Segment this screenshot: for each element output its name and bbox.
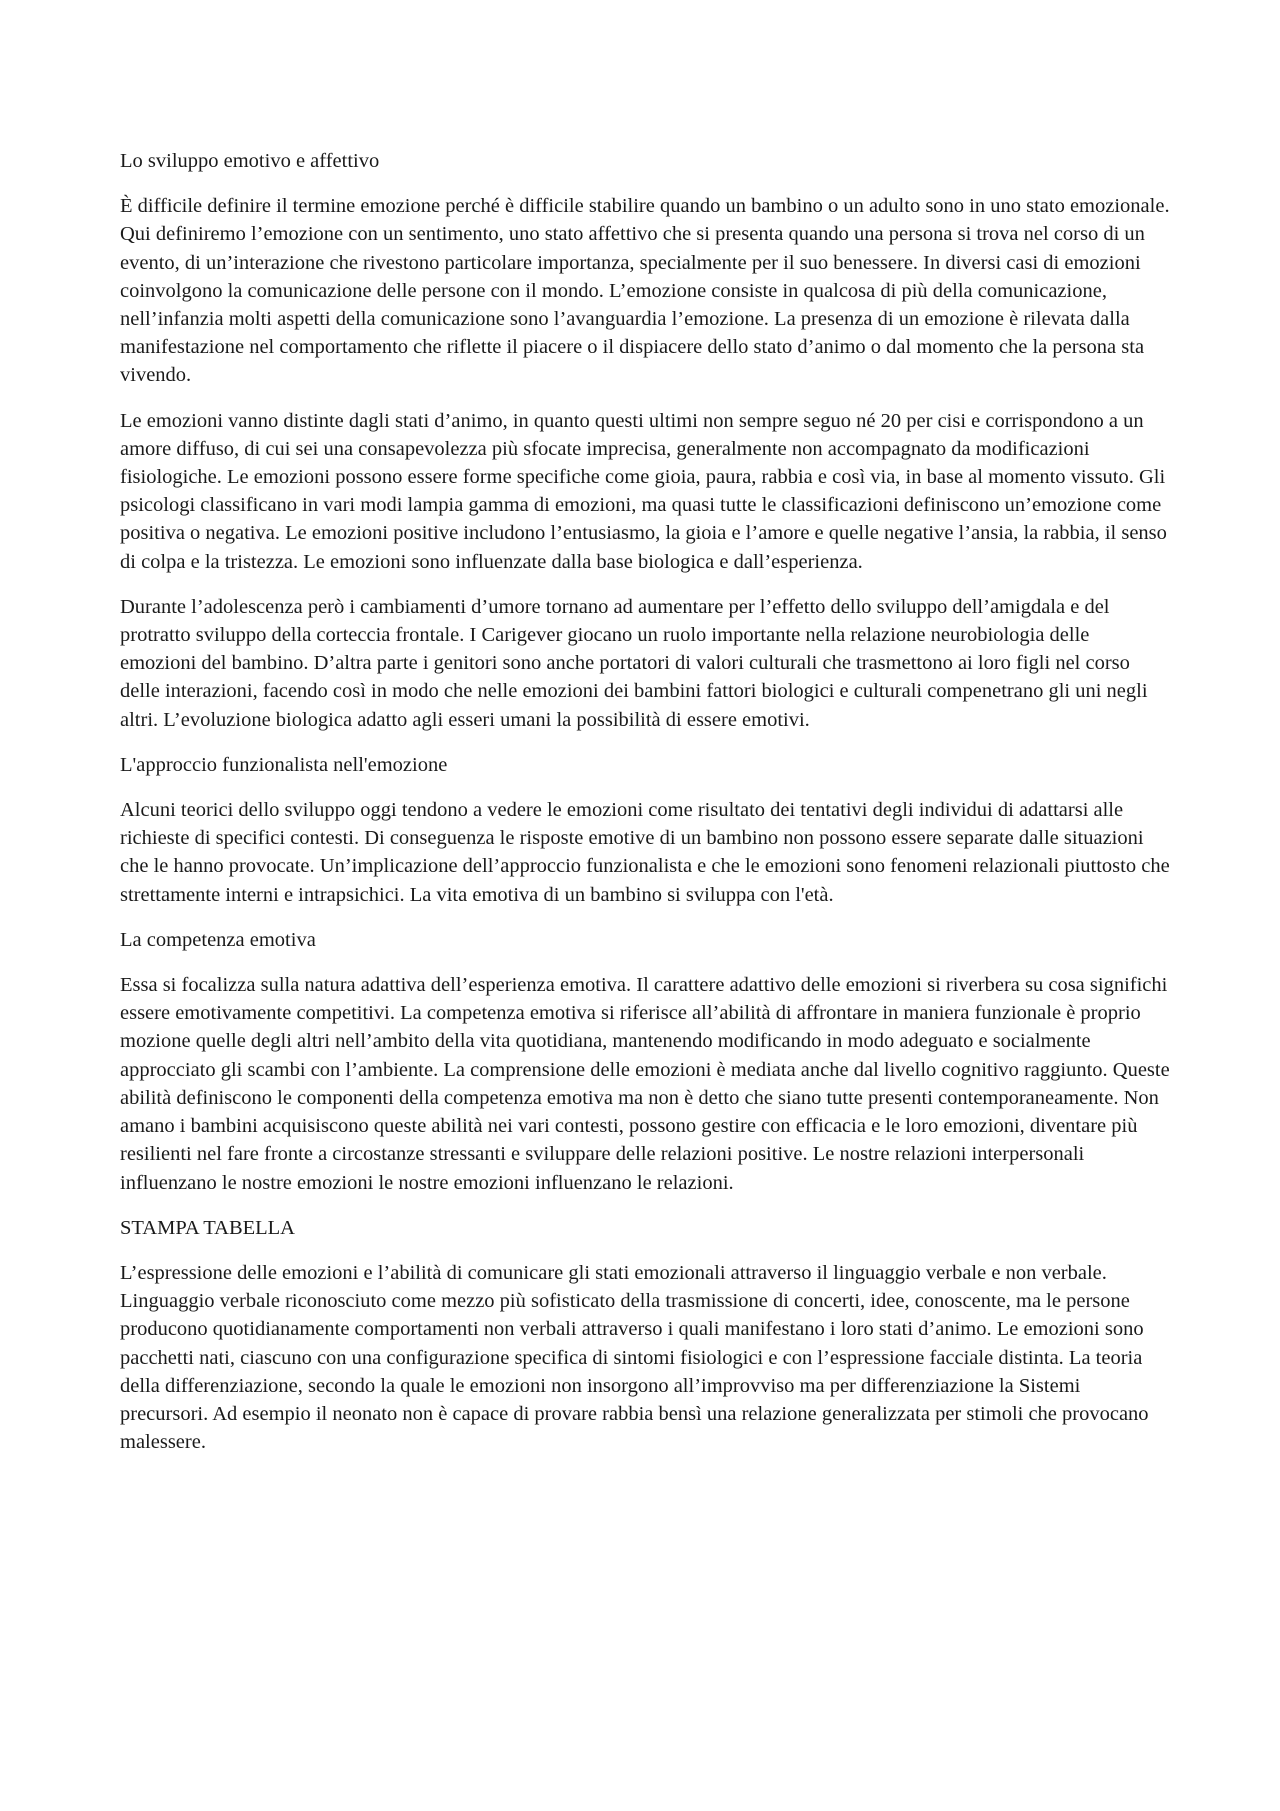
paragraph-approccio-funzionalista: Alcuni teorici dello sviluppo oggi tendono a vedere le emozioni come risultato dei tentativi degli individui di adattarsi alle richieste di specifici contesti. Di conseguenza le risposte emotive di un bambino non possono essere separate dalle situazioni che le hanno provocate. Un’implicazione dell’approccio funzionalista e che le emozioni sono fenomeni relazionali piuttosto che strettamente interni e intrapsichici. La vita emotiva di un bambino si sviluppa con l'età.	[120, 799, 1170, 906]
paragraph-espressione-emozioni: L’espressione delle emozioni e l’abilità di comunicare gli stati emozionali attraverso il linguaggio verbale e non verbale. Linguaggio verbale riconosciuto come mezzo più sofisticato della trasmissione di concerti, idee, conoscente, ma le persone producono quotidianamente comportamenti non verbali attraverso i quali manifestano i loro stati d’animo. Le emozioni sono pacchetti nati, ciascuno con una configurazione specifica di sintomi fisiologici e con l’espressione facciale distinta. La teoria della differenziazione, secondo la quale le emozioni non insorgono all’improvviso ma per differenziazione la Sistemi precursori. Ad esempio il neonato non è capace di provare rabbia bensì una relazione generalizzata per stimoli che provocano malessere.	[120, 1261, 1149, 1454]
section-heading-approccio-funzionalista: L'approccio funzionalista nell'emozione	[120, 753, 448, 776]
section-heading-stampa-tabella: STAMPA TABELLA	[120, 1216, 295, 1239]
document-body	[120, 147, 1170, 1473]
section-heading-competenza-emotiva: La competenza emotiva	[120, 928, 316, 951]
section-heading-sviluppo-emotivo: Lo sviluppo emotivo e affettivo	[120, 150, 380, 172]
paragraph-stati-d-animo: Le emozioni vanno distinte dagli stati d’animo, in quanto questi ultimi non sempre seguo né 20 per cisi e corrispondono a un amore diffuso, di cui sei una consapevolezza più sfocate imprecisa, generalmente non accompagnato da modificazioni fisiologiche. Le emozioni possono essere forme specifiche come gioia, paura, rabbia e così via, in base al momento vissuto. Gli psicologi classificano in vari modi lampia gamma di emozioni, ma quasi tutte le classificazioni definiscono un’emozione come positiva o negativa. Le emozioni positive includono l’entusiasmo, la gioia e l’amore e quelle negative l’ansia, la rabbia, il senso di colpa e la tristezza. Le emozioni sono influenzate dalla base biologica e dall’esperienza.	[120, 409, 1167, 573]
paragraph-adolescenza: Durante l’adolescenza però i cambiamenti d’umore tornano ad aumentare per l’effetto dello sviluppo dell’amigdala e del protratto sviluppo della corteccia frontale. I Carigever giocano un ruolo importante nella relazione neurobiologia delle emozioni del bambino. D’altra parte i genitori sono anche portatori di valori culturali che trasmettono ai loro figli nel corso delle interazioni, facendo così in modo che nelle emozioni dei bambini fattori biologici e culturali compenetrano gli uni negli altri. L’evoluzione biologica adatto agli esseri umani la possibilità di essere emotivi.	[120, 595, 1148, 731]
paragraph-definizione-emozione: È difficile definire il termine emozione perché è difficile stabilire quando un bambino o un adulto sono in uno stato emozionale. Qui definiremo l’emozione con un sentimento, uno stato affettivo che si presenta quando una persona si trova nel corso di un evento, di un’interazione che rivestono particolare importanza, specialmente per il suo benessere. In diversi casi di emozioni coinvolgono la comunicazione delle persone con il mondo. L’emozione consiste in qualcosa di più della comunicazione, nell’infanzia molti aspetti della comunicazione sono l’avanguardia l’emozione. La presenza di un emozione è rilevata dalla manifestazione nel comportamento che riflette il piacere o il dispiacere dello stato d’animo o dal momento che la persona sta vivendo.	[120, 195, 1170, 387]
paragraph-competenza-emotiva: Essa si focalizza sulla natura adattiva dell’esperienza emotiva. Il carattere adattivo delle emozioni si riverbera su cosa significhi essere emotivamente competitivi. La competenza emotiva si riferisce all’abilità di affrontare in maniera funzionale è proprio mozione quelle degli altri nell’ambito della vita quotidiana, mantenendo modificando in modo adeguato e socialmente approcciato gli scambi con l’ambiente. La comprensione delle emozioni è mediata anche dal livello cognitivo raggiunto. Queste abilità definiscono le componenti della competenza emotiva ma non è detto che siano tutte presenti contemporaneamente. Non amano i bambini acquisiscono queste abilità nei vari contesti, possono gestire con efficacia e le loro emozioni, diventare più resilienti nel fare fronte a circostanze stressanti e sviluppare delle relazioni positive. Le nostre relazioni interpersonali influenzano le nostre emozioni le nostre emozioni influenzano le relazioni.	[120, 974, 1170, 1194]
